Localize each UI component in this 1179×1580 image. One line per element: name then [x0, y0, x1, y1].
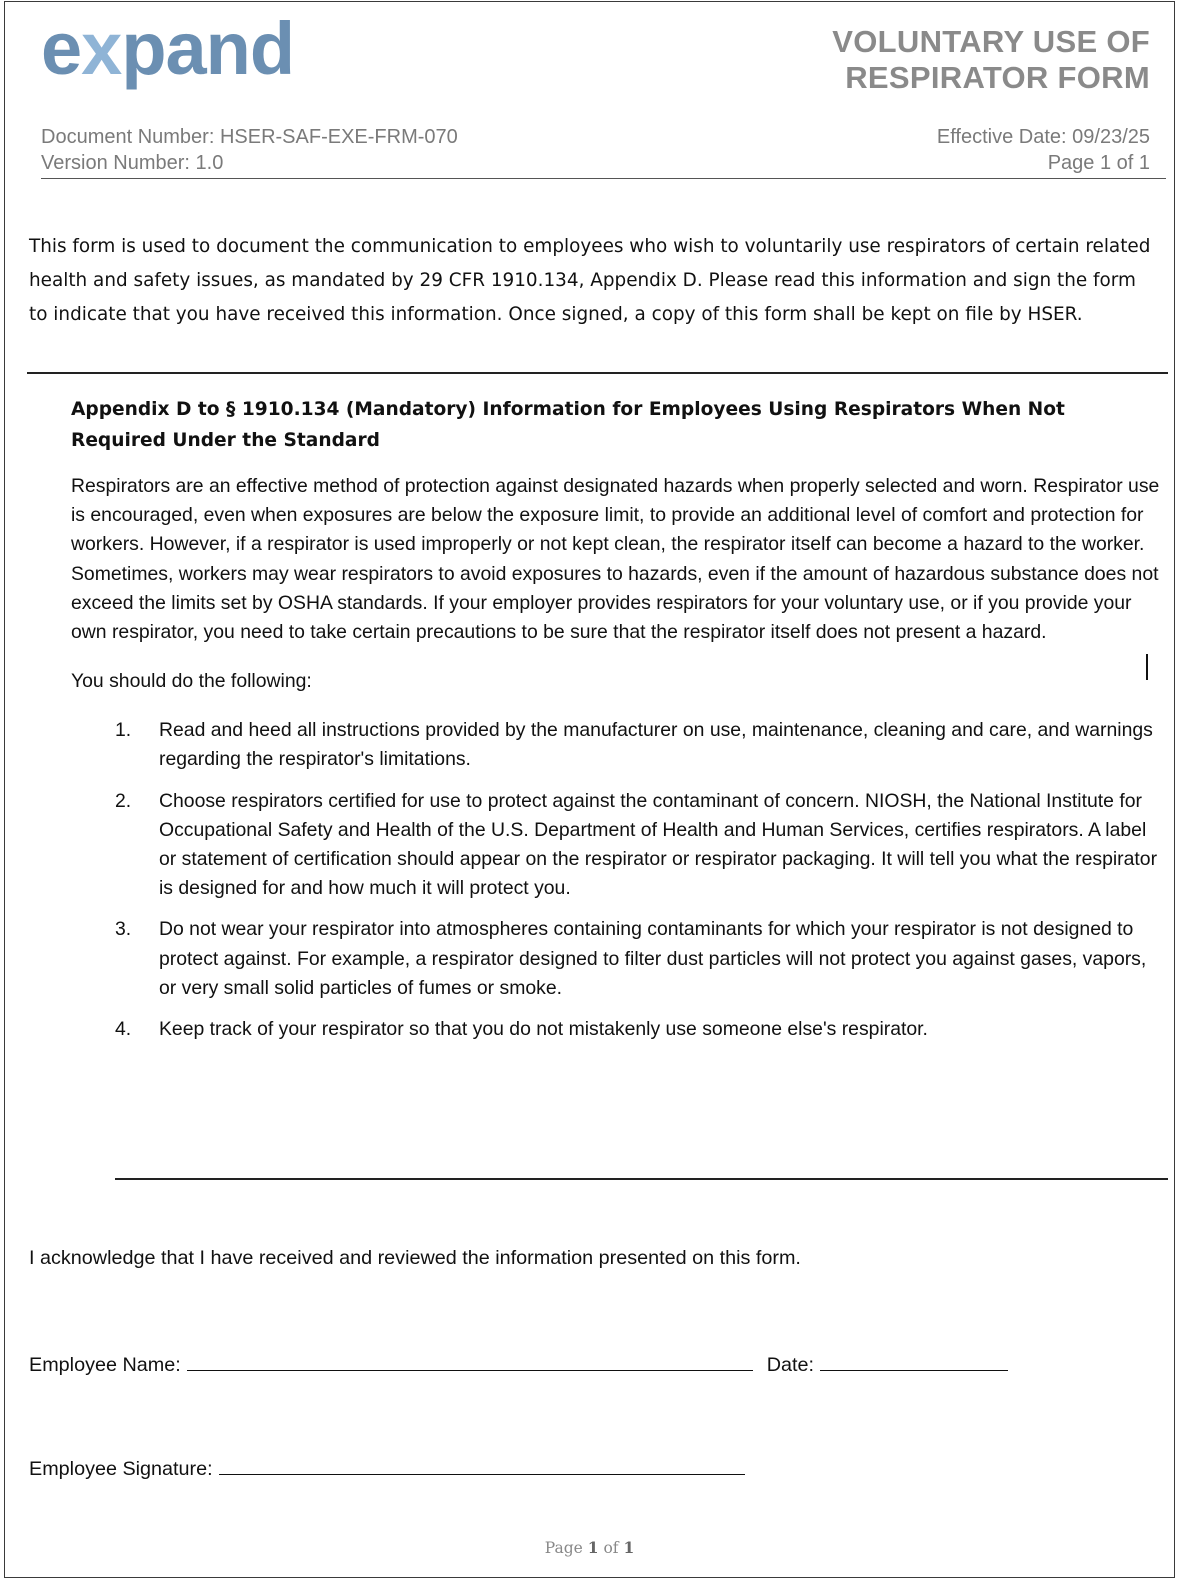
list-item [71, 787, 1162, 904]
appendix-heading: Appendix D to § 1910.134 (Mandatory) Information for Employees Using Respirators When Not Required Under the Standard [71, 399, 1065, 451]
list-item-text: Keep track of your respirator so that you do not mistakenly use someone else's respirator. [159, 1018, 928, 1041]
list-item-text: Choose respirators certified for use to protect against the contaminant of concern. NIOSH, the National Institute for Occupational Safety and Health of the U.S. Department of Health and Human Services, certifies respirators. A label or statement of certification should appear on the respirator or respirator packaging. It will tell you what the respirator is designed for and how much it will protect you. [159, 789, 1158, 900]
appendix-paragraph: Respirators are an effective method of protection against designated hazards when properly selected and worn. Respirator use is encouraged, even when exposures are below the exposure limit, to provide an additional level of comfort and protection for workers. However, if a respirator is used improperly or not kept clean, the respirator itself can become a hazard to the worker. Sometimes, workers may wear respirators to avoid exposures to hazards, even if the amount of hazardous substance does not exceed the limits set by OSHA standards. If your employer provides respirators for your voluntary use, or if you provide your own respirator, you need to take certain precautions to be sure that the respirator itself does not present a hazard. [71, 475, 1160, 644]
version-number: Version Number: 1.0 [41, 152, 224, 174]
appendix-lead: You should do the following: [71, 670, 312, 693]
effective-date: Effective Date: 09/23/25 [936, 126, 1150, 148]
employee-signature-row [29, 1456, 745, 1481]
expand-logo [41, 7, 295, 90]
employee-signature-label: Employee Signature: [29, 1458, 213, 1480]
instructions-list [71, 716, 1162, 1044]
list-item-number: 3. [115, 918, 132, 941]
list-item-number: 1. [115, 719, 132, 742]
intro-text: This form is used to document the communication to employees who wish to voluntarily use respirators of certain related health and safety issues, as mandated by 29 CFR 1910.134, Appendix D. Please read this information and sign the form to indicate that you have received this information. Once signed, a copy of this form shall be kept on file by HSER. [29, 236, 1151, 325]
appendix-section [71, 394, 1162, 1056]
list-item [71, 1015, 1162, 1044]
document-title [832, 24, 1150, 96]
header-divider [41, 178, 1166, 179]
footer-page-total: 1 [623, 1538, 635, 1557]
list-item-number: 4. [115, 1018, 132, 1041]
footer-page-word: Page [544, 1539, 583, 1557]
page-footer [5, 1538, 1174, 1557]
list-item [71, 915, 1162, 1003]
list-item-text: Do not wear your respirator into atmospheres containing contaminants for which your respirator is not designed to protect against. For example, a respirator designed to filter dust particles will not protect you against gases, vapors, or very small solid particles of fumes or smoke. [159, 918, 1147, 999]
title-line-2: RESPIRATOR FORM [845, 60, 1150, 95]
text-cursor [1146, 654, 1148, 680]
intro-divider [27, 372, 1168, 374]
employee-name-row [29, 1352, 1008, 1377]
list-item [71, 716, 1162, 774]
logo-x: x [81, 7, 122, 90]
list-item-text: Read and heed all instructions provided by the manufacturer on use, maintenance, cleaning and care, and warnings regarding the respirator's limitations. [159, 719, 1153, 771]
employee-name-label: Employee Name: [29, 1354, 181, 1376]
list-divider [115, 1178, 1168, 1180]
date-field[interactable] [820, 1352, 1008, 1371]
form-page [4, 1, 1175, 1578]
footer-of-word: of [603, 1539, 619, 1557]
employee-signature-field[interactable] [219, 1456, 745, 1475]
footer-page-num: 1 [587, 1538, 599, 1557]
list-item-number: 2. [115, 789, 132, 812]
document-number: Document Number: HSER-SAF-EXE-FRM-070 [41, 126, 458, 148]
acknowledgement-text: I acknowledge that I have received and reviewed the information presented on this form. [29, 1247, 801, 1269]
title-line-1: VOLUNTARY USE OF [832, 24, 1150, 59]
header-page-label: Page 1 of 1 [1047, 152, 1150, 174]
logo-prefix: e [41, 7, 82, 90]
document-meta-right [937, 124, 1150, 176]
date-label: Date: [766, 1354, 815, 1376]
employee-name-field[interactable] [187, 1352, 753, 1371]
logo-suffix: pand [121, 7, 295, 90]
document-meta-left [41, 124, 458, 176]
